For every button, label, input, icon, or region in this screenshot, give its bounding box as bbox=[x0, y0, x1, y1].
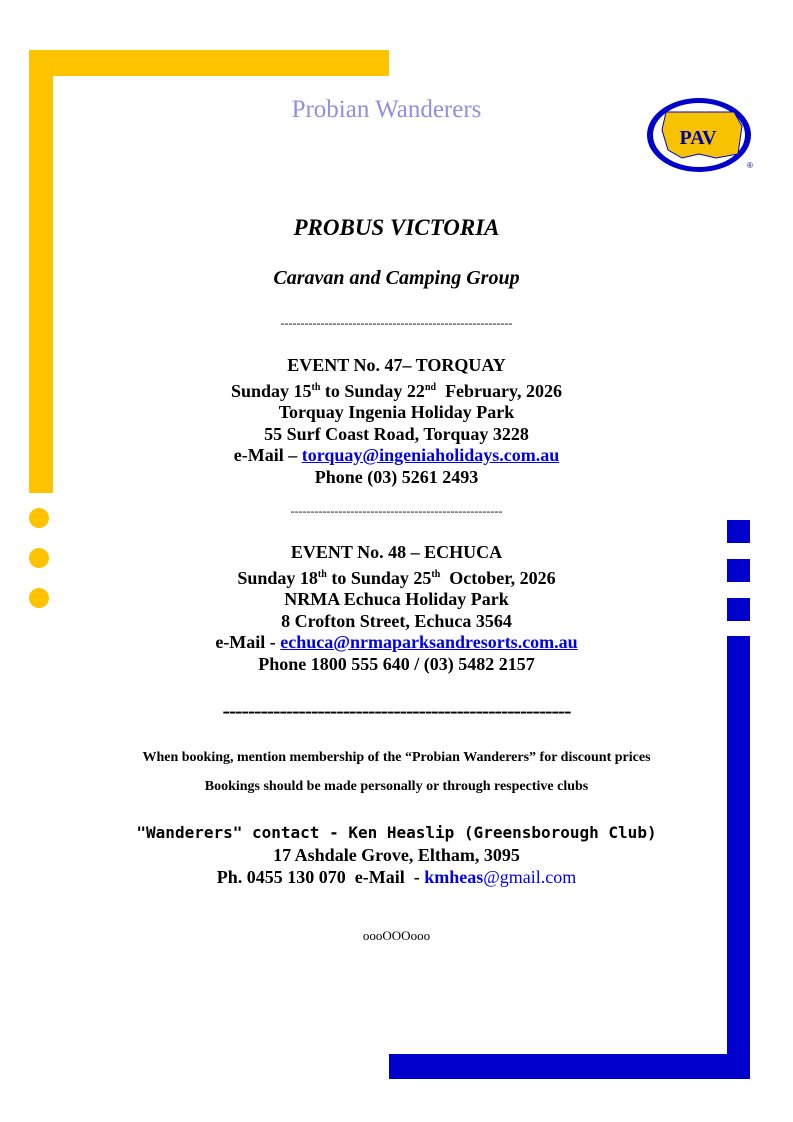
org-name: Probian Wanderers bbox=[291, 96, 482, 123]
page-title: PROBUS VICTORIA bbox=[293, 215, 500, 240]
event-heading: EVENT No. 48 – ECHUCA bbox=[290, 542, 503, 562]
event-dates: Sunday 15th to Sunday 22nd February, 2026 bbox=[230, 380, 563, 401]
contact-phone-email: Ph. 0455 130 070 e-Mail - kmheas@gmail.com bbox=[216, 867, 577, 887]
event-heading: EVENT No. 47– TORQUAY bbox=[287, 355, 506, 375]
blue-bottom-bar bbox=[389, 1054, 750, 1079]
event-phone: Phone (03) 5261 2493 bbox=[314, 466, 479, 487]
event-block bbox=[0, 355, 793, 488]
contact-name: "Wanderers" contact - Ken Heaslip (Greensborough Club) bbox=[136, 823, 657, 842]
booking-mention: When booking, mention membership of the “Probian Wanderers” for discount prices bbox=[142, 750, 651, 765]
event-email-link[interactable]: echuca@nrmaparksandresorts.com.au bbox=[280, 632, 578, 652]
event-venue: Torquay Ingenia Holiday Park bbox=[278, 402, 515, 422]
event-email-line: e-Mail - echuca@nrmaparksandresorts.com.au bbox=[215, 632, 578, 652]
event-email-link[interactable]: torquay@ingeniaholidays.com.au bbox=[301, 445, 560, 465]
contact-address: 17 Ashdale Grove, Eltham, 3095 bbox=[273, 845, 520, 865]
event-block bbox=[0, 542, 793, 675]
separator-large: ------------------------------------------------------- bbox=[222, 698, 571, 723]
event-dates: Sunday 18th to Sunday 25th October, 2026 bbox=[237, 567, 556, 588]
contact-email-link[interactable]: kmheas@gmail.com bbox=[424, 867, 577, 887]
page-subtitle: Caravan and Camping Group bbox=[273, 267, 520, 289]
blue-square bbox=[727, 520, 750, 543]
separator: ---------------------------------------------------------- bbox=[280, 316, 513, 330]
event-phone: Phone 1800 555 640 / (03) 5482 2157 bbox=[258, 653, 535, 674]
svg-text:®: ® bbox=[747, 161, 753, 170]
booking-method: Bookings should be made personally or through respective clubs bbox=[204, 779, 589, 794]
svg-text:PAV: PAV bbox=[679, 127, 717, 149]
event-email-line: e-Mail – torquay@ingeniaholidays.com.au bbox=[233, 445, 560, 465]
event-address: 8 Crofton Street, Echuca 3564 bbox=[281, 610, 512, 631]
event-venue: NRMA Echuca Holiday Park bbox=[284, 589, 509, 609]
separator: ----------------------------------------------------- bbox=[290, 504, 503, 518]
footer-mark: oooOOOooo bbox=[362, 928, 431, 943]
contact-block bbox=[0, 822, 793, 888]
yellow-top-bar bbox=[29, 50, 389, 76]
event-address: 55 Surf Coast Road, Torquay 3228 bbox=[264, 423, 529, 444]
